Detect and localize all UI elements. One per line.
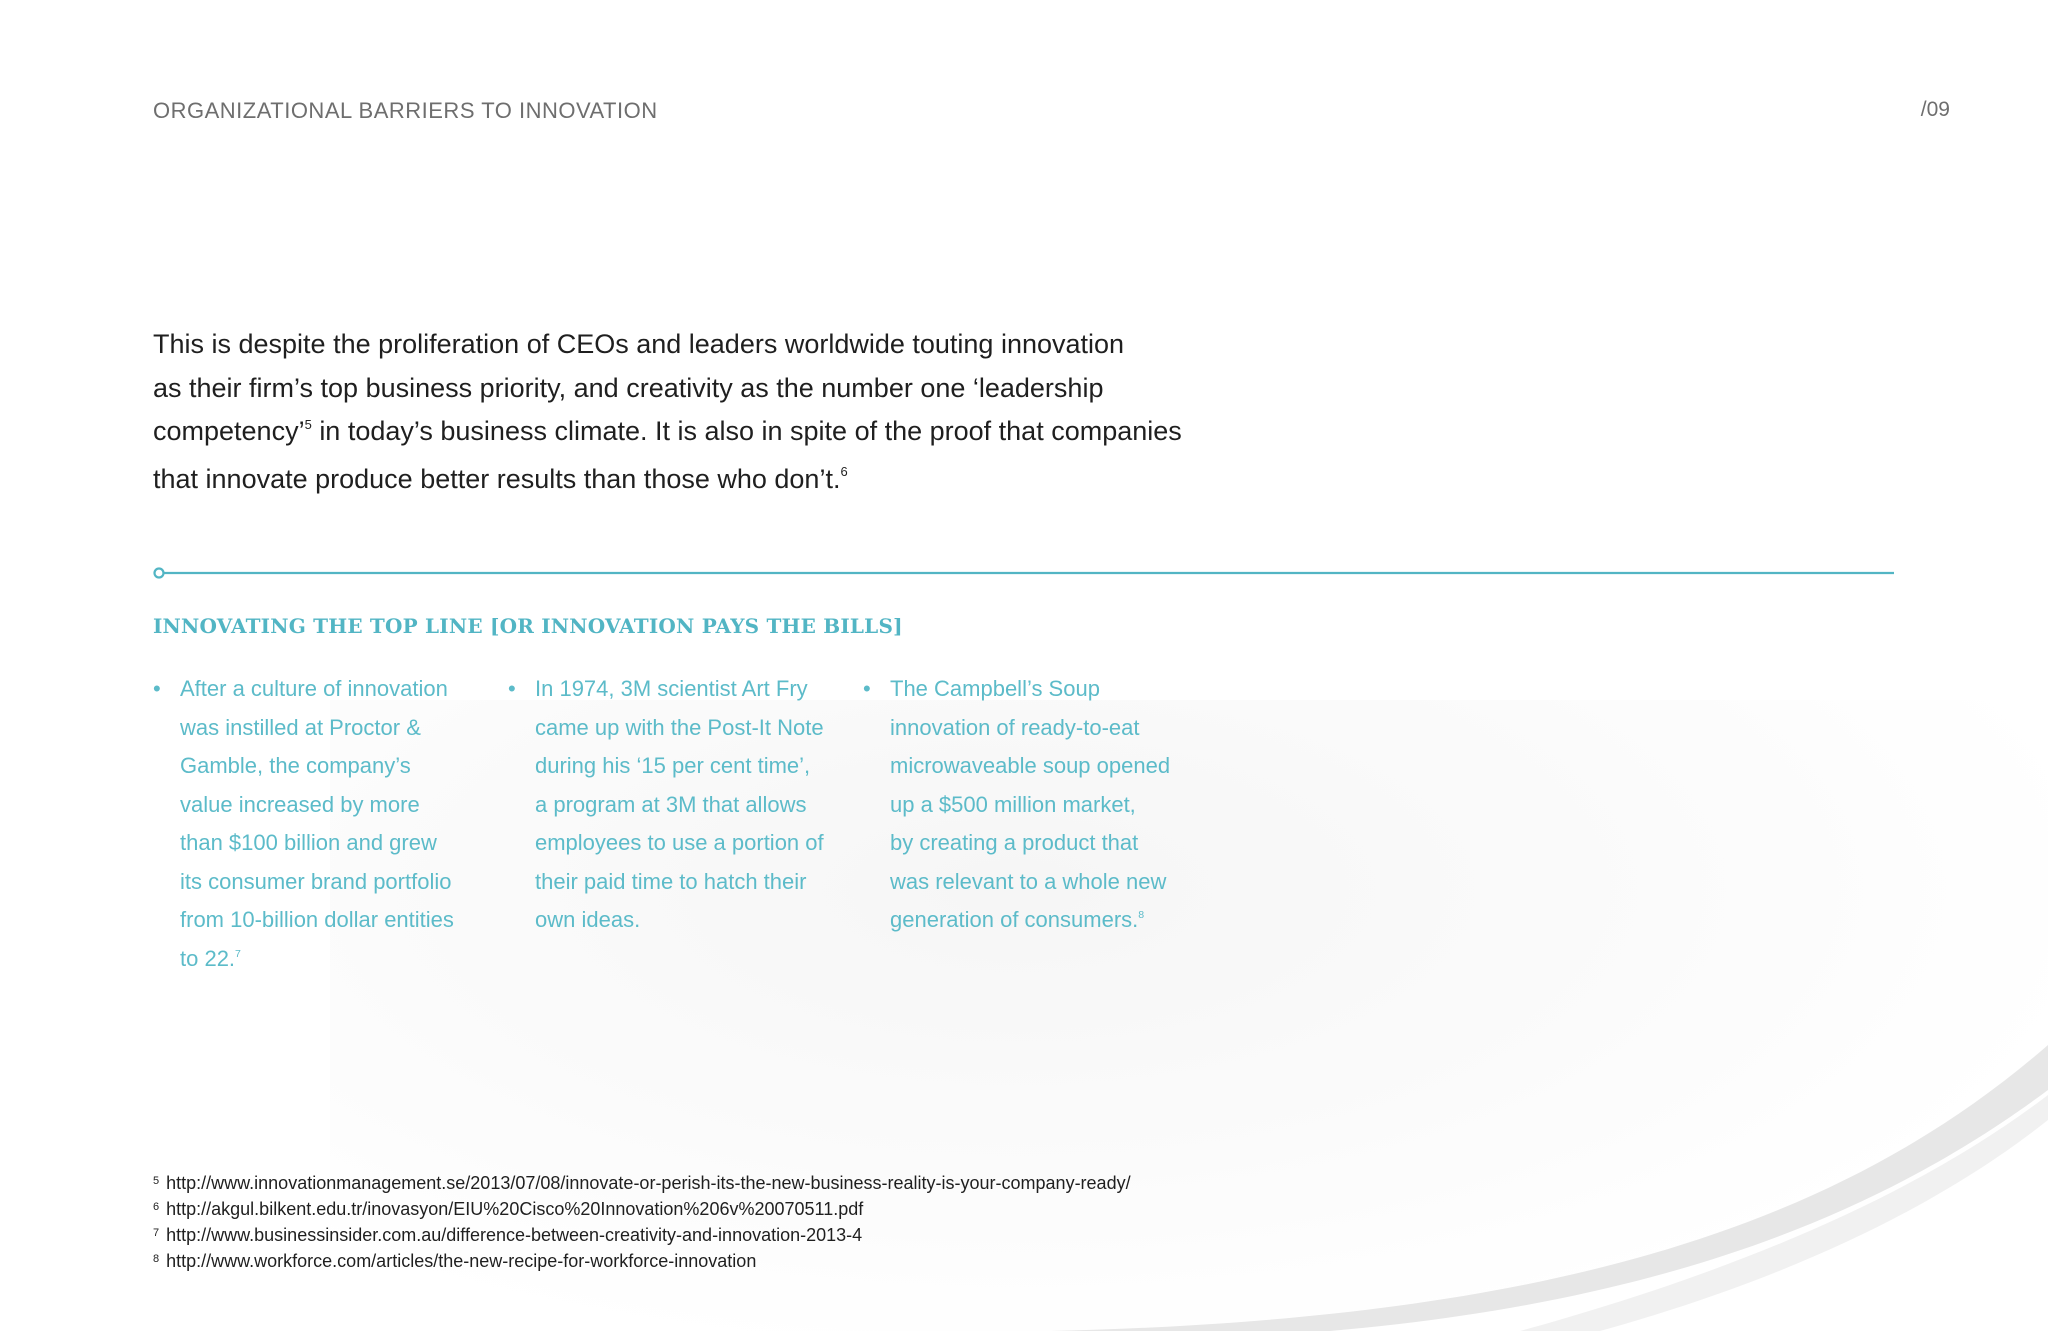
bullet-line: its consumer brand portfolio [180,868,452,894]
bullet-text [890,670,1170,944]
bullet-icon: • [863,676,871,701]
bullet-line: during his ‘15 per cent time’, [535,753,811,778]
page-number: /09 [1920,98,1950,121]
bullet-text [535,670,824,940]
bullet-line: came up with the Post-It Note [535,714,824,740]
footnote-ref: 7 [235,947,241,960]
intro-line-rest: in today’s business climate. It is also in spite of the proof that companies [319,416,1182,446]
bullet-line: value increased by more [180,791,420,817]
bullet-line: was instilled at Proctor & [180,714,421,740]
bullet-icon: • [153,676,161,701]
bullet-line-text: to 22. [180,945,236,971]
section-heading: INNOVATING THE TOP LINE [OR INNOVATION PAYS THE BILLS] [153,614,903,638]
intro-line-text: that innovate produce better results than those who don’t. [153,463,841,494]
bullet-line: their paid time to hatch their [535,868,807,894]
footnotes [153,1172,1131,1276]
intro-line: This is despite the proliferation of CEOs and leaders worldwide touting innovation [153,329,1125,359]
bullet-line: was relevant to a whole new [890,868,1167,894]
bullet-text [180,670,454,982]
footnote-ref: 8 [1138,909,1145,922]
bullet-line: up a $500 million market, [890,791,1136,817]
footnote-item [153,1224,1131,1250]
bullet-line: In 1974, 3M scientist Art Fry [535,676,808,701]
footnote-link[interactable]: http://www.businessinsider.com.au/difference-between-creativity-and-innovation-2013-4 [166,1225,863,1245]
bullet-line: The Campbell’s Soup [890,676,1100,701]
intro-paragraph [153,323,1203,505]
intro-line [153,458,1203,506]
bullet-line-text: generation of consumers. [890,907,1139,932]
footnote-number: 6 [153,1201,160,1213]
section-title: ORGANIZATIONAL BARRIERS TO INNOVATION [153,98,658,123]
intro-line-lead: competency’ [153,416,305,446]
footnote-ref: 5 [304,416,312,432]
footnote-item [153,1172,1131,1198]
section-divider [150,566,1900,580]
footnote-link[interactable]: http://akgul.bilkent.edu.tr/inovasyon/EIU%20Cisco%20Innovation%206v%20070511.pdf [166,1199,864,1219]
bullet-line: microwaveable soup opened [890,753,1171,778]
bullet-line: by creating a product that [890,830,1139,855]
bullet-icon: • [508,676,516,701]
footnote-item [153,1198,1131,1224]
bullet-line [180,940,454,983]
intro-line: as their firm’s top business priority, and creativity as the number one ‘leadership [153,372,1104,403]
footnote-number: 8 [153,1253,160,1265]
bullet-line: employees to use a portion of [535,830,824,855]
footnote-ref: 6 [840,464,848,480]
bullet-line: from 10-billion dollar entities [180,907,454,932]
bullet-line [890,901,1170,944]
bullet-line: than $100 billion and grew [180,830,437,855]
bullet-line: a program at 3M that allows [535,791,807,817]
intro-line [153,410,1203,458]
bullet-line: Gamble, the company’s [180,753,411,778]
bullet-line: own ideas. [535,907,641,932]
footnote-number: 7 [153,1227,160,1239]
bullet-line: After a culture of innovation [180,676,448,701]
footnote-link[interactable]: http://www.innovationmanagement.se/2013/07/08/innovate-or-perish-its-the-new-business-reality-is-your-company-ready/ [166,1173,1131,1193]
bullet-line: innovation of ready-to-eat [890,714,1140,740]
footnote-number: 5 [153,1175,160,1187]
footnote-link[interactable]: http://www.workforce.com/articles/the-new-recipe-for-workforce-innovation [166,1251,757,1271]
footnote-item [153,1250,1131,1276]
